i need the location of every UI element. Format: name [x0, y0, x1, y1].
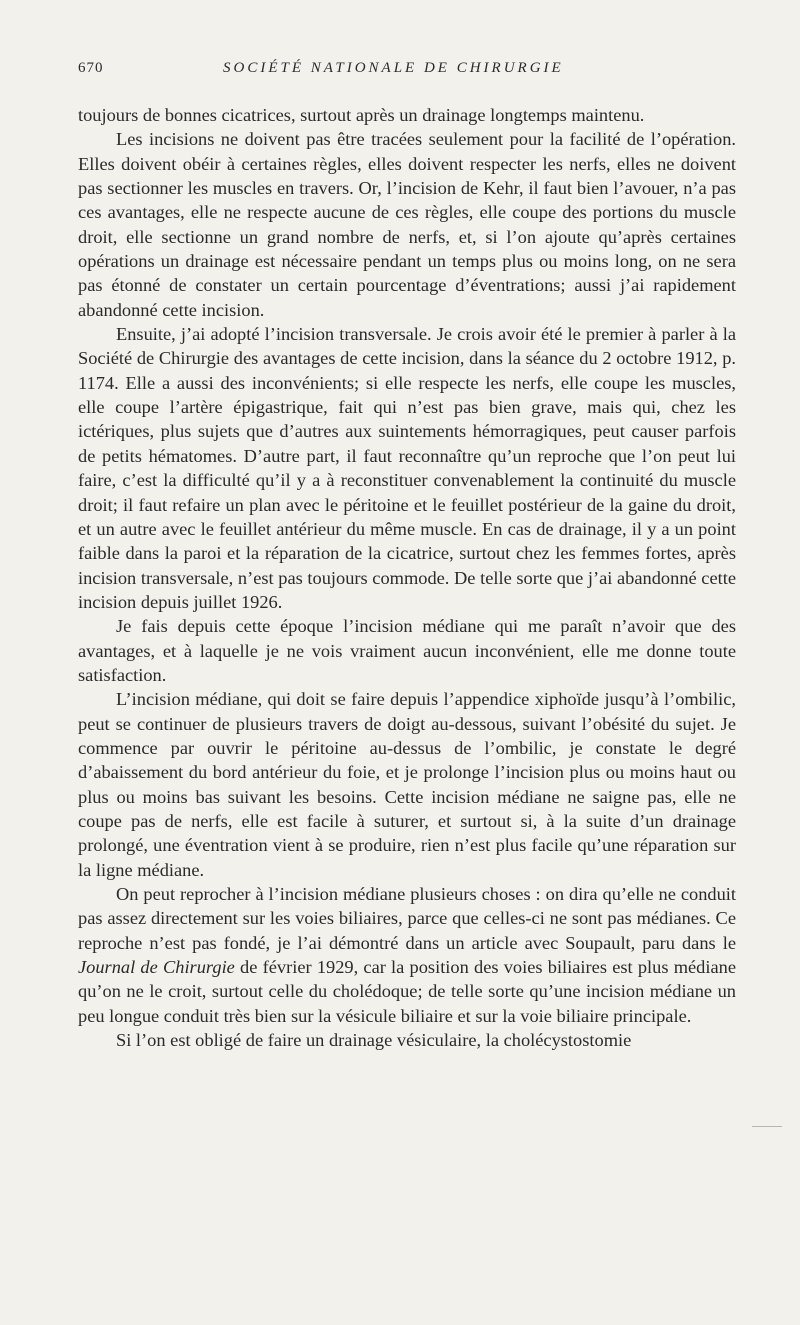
paragraph-kehr-incision: Les incisions ne doivent pas être tracées seulement pour la facilité de l’opération. Elles doivent obéir à certaines règles, elles doivent respecter les nerfs, elles ne doivent pas sectionner les muscles en travers. Or, l’incision de Kehr, il faut bien l’avouer, n’a pas ces avantages, elle ne respecte aucune de ces règles, elle coupe des portions du muscle droit, elle sectionne un grand nombre de nerfs, et, si l’on ajoute qu’après certaines opérations un drainage est nécessaire pendant un temps plus ou moins long, on ne sera pas étonné de constater un certain pourcentage d’éventrations; aussi j’ai rapidement abandonné cette incision. — [78, 129, 736, 320]
paragraph-median-incision-choice: Je fais depuis cette époque l’incision médiane qui me paraît n’avoir que des avantages, et à laquelle je ne vois vraiment aucun inconvénient, elle me donne toute satisfaction. — [78, 616, 736, 685]
paragraph-transverse-incision: Ensuite, j’ai adopté l’incision transversale. Je crois avoir été le premier à parler à la Société de Chirurgie des avantages de cette incision, dans la séance du 2 octobre 1912, p. 1174. Elle a aussi des inconvénients; si elle respecte les nerfs, elle coupe les muscles, elle coupe l’artère épigastrique, fait qui n’est pas bien grave, mais qui, chez les ictériques, plus sujets que d’autres aux suintements hémorragiques, peut causer parfois de petits hématomes. D’autre part, il faut reconnaître qu’un reproche que l’on peut lui faire, c’est la difficulté qu’il y a à reconstituer convenablement la continuité du muscle droit; il faut refaire un plan avec le péritoine et le feuillet postérieur de la gaine du droit, et un autre avec le feuillet antérieur du même muscle. En cas de drainage, il y a un point faible dans la paroi et la réparation de la cicatrice, surtout chez les femmes fortes, après incision transversale, n’est pas toujours commode. De telle sorte que j’ai abandonné cette incision depuis juillet 1926. — [78, 324, 736, 612]
paragraph-median-incision-technique: L’incision médiane, qui doit se faire depuis l’appendice xiphoïde jusqu’à l’ombilic, peut se continuer de plusieurs travers de doigt au-dessous, suivant l’obésité du sujet. Je commence par ouvrir le péritoine au-dessus de l’ombilic, je constate le degré d’abaissement du bord antérieur du foie, et je prolonge l’incision plus ou moins haut ou plus ou moins bas suivant les besoins. Cette incision médiane ne saigne pas, elle ne coupe pas de nerfs, elle est facile à suturer, et surtout si, à la suite d’un drainage prolongé, une éventration vient à se produire, rien n’est plus facile qu’une réparation sur la ligne médiane. — [78, 689, 736, 880]
paragraph-median-incision-objections — [78, 882, 736, 1028]
paragraph-text-after-reference: de février 1929, car la position des voies biliaires est plus médiane qu’on ne le croit, surtout celle du cholédoque; de telle sorte qu’une incision médiane un peu longue conduit très bien sur la vésicule biliaire et sur la voie biliaire principale. — [78, 957, 736, 1026]
paragraph-continued: toujours de bonnes cicatrices, surtout après un drainage longtemps maintenu. — [78, 105, 645, 125]
page-number: 670 — [78, 60, 104, 76]
running-head — [78, 60, 736, 84]
paragraph-drainage: Si l’on est obligé de faire un drainage vésiculaire, la cholécystostomie — [116, 1030, 632, 1051]
scan-mark — [752, 1126, 782, 1127]
paragraph-text-before-reference: On peut reprocher à l’incision médiane plusieurs choses : on dira qu’elle ne conduit pas assez directement sur les voies biliaires, parce que celles-ci ne sont pas médianes. Ce reproche n’est pas fondé, je l’ai démontré dans un article avec Soupault, paru dans le — [78, 884, 736, 953]
journal-title: SOCIÉTÉ NATIONALE DE CHIRURGIE — [223, 60, 564, 76]
journal-reference: Journal de Chirurgie — [78, 957, 235, 978]
article-body — [78, 103, 736, 1052]
